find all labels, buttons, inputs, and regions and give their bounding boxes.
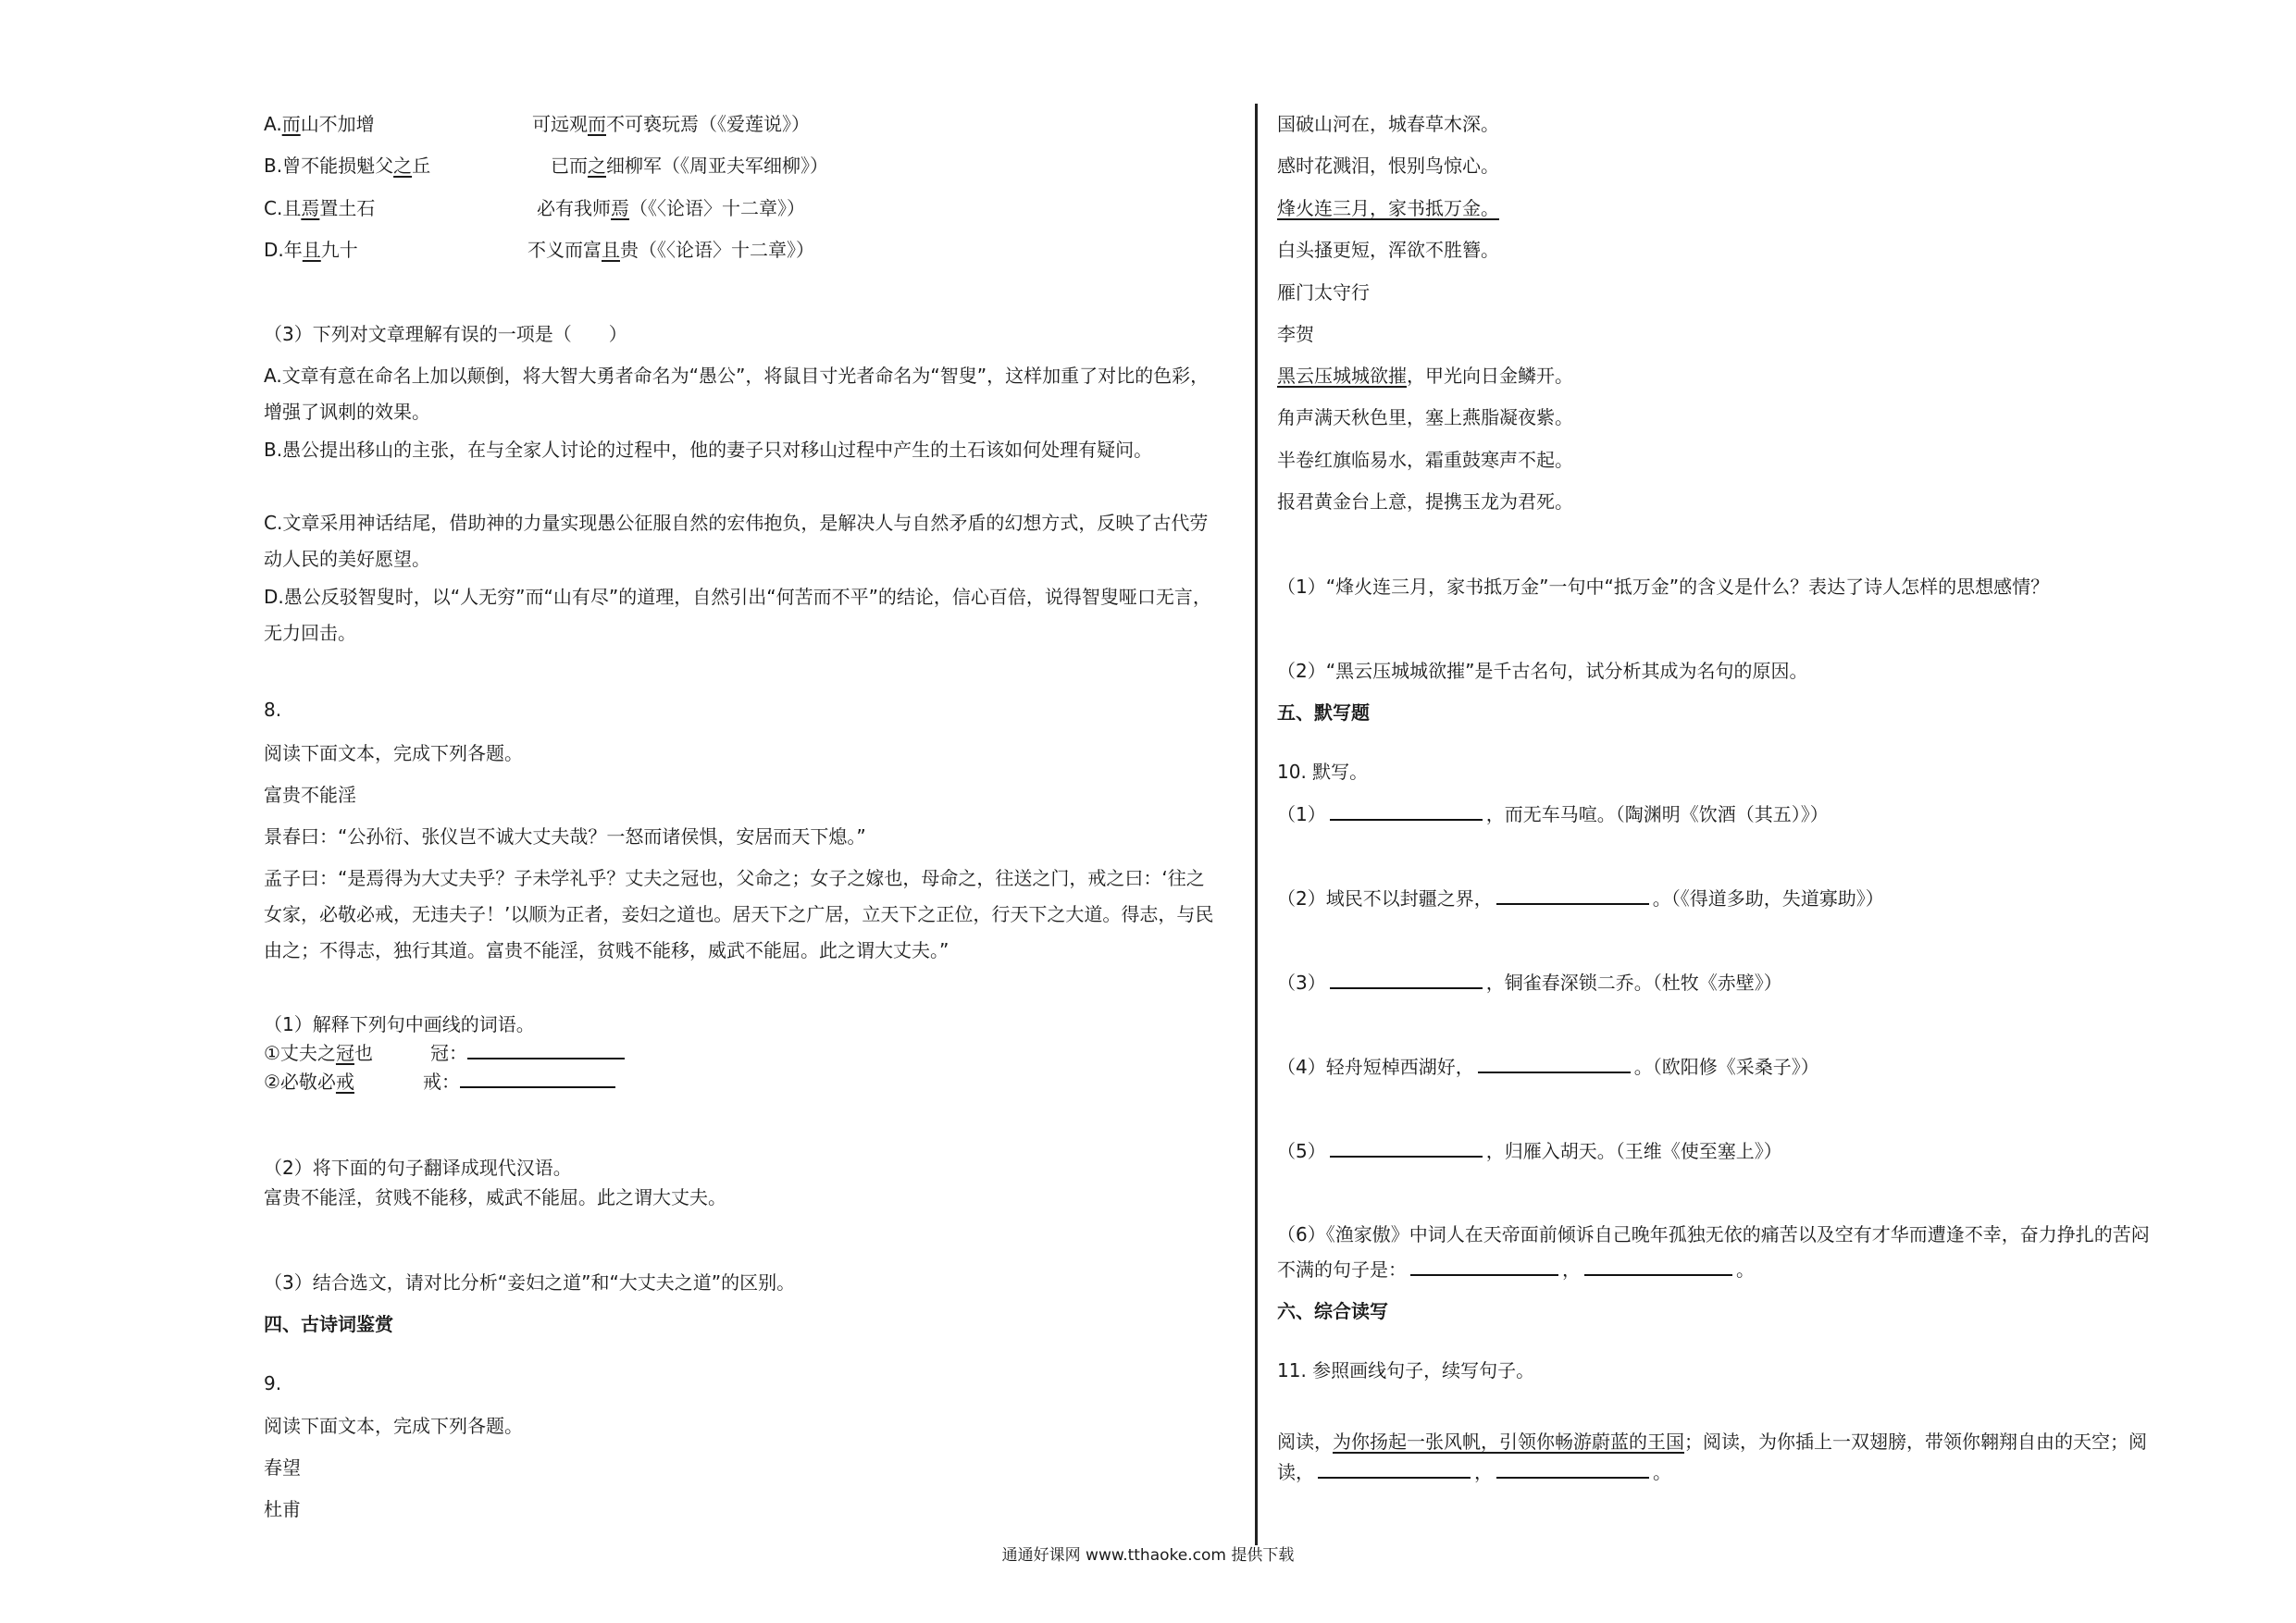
fill-blank[interactable] — [1330, 971, 1483, 989]
q11-sentence: 阅读，为你扬起一张风帆，引领你畅游蔚蓝的王国；阅读，为你插上一双翅膀，带领你翱翔自由的天空；阅 — [1277, 1431, 2147, 1453]
fill-blank[interactable] — [1330, 1139, 1483, 1158]
section-6-heading: 六、综合读写 — [1277, 1300, 1388, 1322]
question-8-2: （2）将下面的句子翻译成现代汉语。 — [264, 1157, 572, 1179]
poem-1-line-4: 白头搔更短，浑欲不胜簪。 — [1277, 239, 1499, 261]
option-c-compare: 必有我师焉（《〈论语〉十二章》） — [537, 197, 805, 219]
poem-2-line-1: 黑云压城城欲摧，甲光向日金鳞开。 — [1277, 365, 1573, 387]
fill-blank[interactable] — [1584, 1258, 1732, 1276]
q3-option-c: C.文章采用神话结尾，借助神的力量实现愚公征服自然的宏伟抱负，是解决人与自然矛盾的幻想方式，反映了古代劳动人民的美好愿望。 — [264, 512, 1209, 570]
answer-blank[interactable] — [460, 1070, 615, 1088]
q8-1-item-b-answer: 戒： — [423, 1069, 615, 1095]
q10-item-4: （4）轻舟短棹西湖好， 。（欧阳修《采桑子》） — [1277, 1056, 1819, 1078]
option-d-compare: 不义而富且贵（《〈论语〉十二章》） — [527, 239, 814, 261]
option-b: B.曾不能损魁父之丘 — [264, 155, 431, 177]
option-c: C.且焉置土石 — [264, 197, 376, 219]
poem-2-line-3: 半卷红旗临易水，霜重鼓寒声不起。 — [1277, 449, 1573, 471]
poem-1-line-2: 感时花溅泪，恨别鸟惊心。 — [1277, 155, 1499, 177]
poem-1-line-1: 国破山河在，城春草木深。 — [1277, 113, 1499, 135]
fill-blank[interactable] — [1478, 1055, 1631, 1073]
passage-paragraph-2: 孟子曰：“是焉得为大丈夫乎？子未学礼乎？丈夫之冠也，父命之；女子之嫁也，母命之，往送之门，戒之曰：‘往之女家，必敬必戒，无违夫子！’以顺为正者，妾妇之道也。居天下之广居，立天下之正位，行天下之大道。得志，与民由之；不得志，独行其道。富贵不能淫，贫贱不能移，威武不能屈。此之谓大丈夫。” — [264, 867, 1214, 961]
fill-blank[interactable] — [1496, 886, 1649, 905]
q11-continue: 读， ， 。 — [1277, 1461, 1671, 1483]
q3-option-d: D.愚公反驳智叟时，以“人无穷”而“山有尽”的道理，自然引出“何苦而不平”的结论，信心百倍，说得智叟哑口无言，无力回击。 — [264, 586, 1211, 644]
q3-option-a: A.文章有意在命名上加以颠倒，将大智大勇者命名为“愚公”，将鼠目寸光者命名为“智叟”，这样加重了对比的色彩，增强了讽刺的效果。 — [264, 365, 1210, 423]
question-10: 10. 默写。 — [1277, 761, 1369, 783]
question-9-2: （2）“黑云压城城欲摧”是千古名句，试分析其成为名句的原因。 — [1277, 660, 1808, 682]
section-4-heading: 四、古诗词鉴赏 — [264, 1313, 393, 1335]
option-a: A.而山不加增 — [264, 113, 375, 135]
fill-blank[interactable] — [1318, 1460, 1471, 1479]
poem-1-title: 春望 — [264, 1456, 301, 1479]
q10-item-5: （5） ，归雁入胡天。（王维《使至塞上》） — [1277, 1140, 1782, 1162]
question-9-intro: 阅读下面文本，完成下列各题。 — [264, 1415, 523, 1437]
fill-blank[interactable] — [1410, 1258, 1558, 1276]
passage-paragraph-1: 景春曰：“公孙衍、张仪岂不诚大丈夫哉？一怒而诸侯惧，安居而天下熄。” — [264, 825, 866, 848]
question-9-number: 9. — [264, 1372, 282, 1394]
answer-blank[interactable] — [467, 1041, 625, 1059]
q10-item-6-line-1: （6）《渔家傲》中词人在天帝面前倾诉自己晚年孤独无依的痛苦以及空有才华而遭逢不幸，奋力挣扎的苦闷 — [1277, 1223, 2150, 1245]
q8-1-item-b: ②必敬必戒 — [264, 1071, 354, 1093]
question-8-1: （1）解释下列句中画线的词语。 — [264, 1013, 535, 1035]
question-8-intro: 阅读下面文本，完成下列各题。 — [264, 742, 523, 764]
poem-2-author: 李贺 — [1277, 323, 1314, 345]
q10-item-3: （3） ，铜雀春深锁二乔。（杜牧《赤壁》） — [1277, 972, 1782, 994]
option-d: D.年且九十 — [264, 239, 358, 261]
q10-item-1: （1） ，而无车马喧。（陶渊明《饮酒（其五）》） — [1277, 803, 1829, 825]
fill-blank[interactable] — [1330, 802, 1483, 821]
poem-2-line-2: 角声满天秋色里，塞上燕脂凝夜紫。 — [1277, 406, 1573, 428]
q8-1-item-a-answer: 冠： — [430, 1040, 625, 1066]
q8-1-item-a: ①丈夫之冠也 — [264, 1042, 373, 1064]
q10-item-2: （2）域民不以封疆之界， 。（《得道多助，失道寡助》） — [1277, 887, 1884, 910]
question-8-3: （3）结合选文，请对比分析“妾妇之道”和“大丈夫之道”的区别。 — [264, 1271, 796, 1294]
fill-blank[interactable] — [1496, 1460, 1649, 1479]
question-8-number: 8. — [264, 699, 282, 721]
question-11: 11. 参照画线句子，续写句子。 — [1277, 1359, 1535, 1381]
q3-option-b: B.愚公提出移山的主张，在与全家人讨论的过程中，他的妻子只对移山过程中产生的土石该如何处理有疑问。 — [264, 439, 1153, 461]
option-b-compare: 已而之细柳军（《周亚夫军细柳》） — [551, 155, 828, 177]
poem-1-author: 杜甫 — [264, 1498, 301, 1520]
poem-1-line-3: 烽火连三月，家书抵万金。 — [1277, 197, 1499, 219]
question-3: （3）下列对文章理解有误的一项是（ ） — [264, 323, 627, 345]
q10-item-6-line-2: 不满的句子是： ， 。 — [1277, 1258, 1755, 1281]
footer-credit: 通通好课网 www.tthaoke.com 提供下载 — [1001, 1546, 1295, 1565]
option-a-compare: 可远观而不可亵玩焉（《爱莲说》） — [532, 113, 810, 135]
section-5-heading: 五、默写题 — [1277, 701, 1370, 724]
q8-2-sentence: 富贵不能淫，贫贱不能移，威武不能屈。此之谓大丈夫。 — [264, 1186, 726, 1208]
question-9-1: （1）“烽火连三月，家书抵万金”一句中“抵万金”的含义是什么？表达了诗人怎样的思想感情？ — [1277, 576, 2050, 598]
passage-title: 富贵不能淫 — [264, 784, 356, 806]
poem-2-title: 雁门太守行 — [1277, 281, 1370, 304]
poem-2-line-4: 报君黄金台上意，提携玉龙为君死。 — [1277, 490, 1573, 513]
column-divider — [1255, 104, 1258, 1545]
